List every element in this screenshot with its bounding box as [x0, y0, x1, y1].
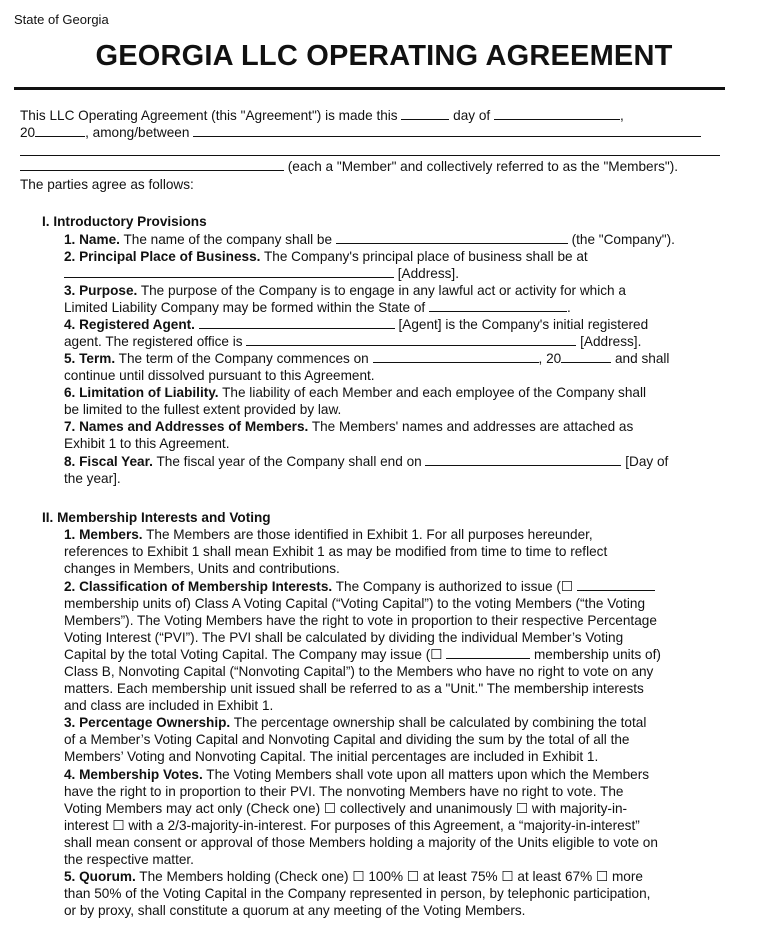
agent-blank[interactable]: [199, 316, 395, 329]
fiscal-year-blank[interactable]: [425, 453, 621, 466]
state-label: State of Georgia: [14, 12, 109, 27]
intro-line-1: This LLC Operating Agreement (this "Agreement") is made this day of ,: [20, 108, 624, 123]
document-title: GEORGIA LLC OPERATING AGREEMENT: [95, 40, 673, 72]
quorum-options[interactable]: The Members holding (Check one) ☐ 100% ☐ at least 75% ☐ at least 67% ☐ more: [139, 869, 643, 884]
year-blank[interactable]: [35, 124, 85, 137]
class-b-units-blank[interactable]: [446, 646, 530, 659]
clause-name: 1. Name. The name of the company shall be (the "Company").: [64, 232, 675, 247]
clause-registered-agent: 4. Registered Agent. [Agent] is the Company's initial registered: [64, 317, 649, 332]
clause-percentage-ownership: 3. Percentage Ownership. The percentage ownership shall be calculated by combining the total: [64, 715, 647, 730]
parties-blank-2[interactable]: [20, 158, 284, 171]
intro-line-4: The parties agree as follows:: [20, 177, 194, 192]
intro-line-3: (each a "Member" and collectively referred to as the "Members").: [20, 158, 678, 175]
clause-classification: 2. Classification of Membership Interests. The Company is authorized to issue (☐: [64, 578, 655, 595]
class-a-units-blank[interactable]: [577, 578, 655, 591]
registered-office-blank[interactable]: [246, 333, 576, 346]
parties-blank[interactable]: [193, 124, 701, 137]
clause-purpose: 3. Purpose. The purpose of the Company is to engage in any lawful act or activity for which a: [64, 283, 626, 298]
term-start-blank[interactable]: [373, 350, 539, 363]
section-1-heading: I. Introductory Provisions: [42, 214, 207, 229]
clause-member-names: 7. Names and Addresses of Members. The Members' names and addresses are attached as: [64, 419, 634, 434]
clause-principal-place: 2. Principal Place of Business. The Company's principal place of business shall be at: [64, 249, 588, 264]
month-blank[interactable]: [494, 107, 620, 120]
term-year-blank[interactable]: [561, 350, 611, 363]
parties-blank-line[interactable]: [20, 155, 720, 156]
company-name-blank[interactable]: [336, 231, 568, 244]
clause-members: 1. Members. The Members are those identified in Exhibit 1. For all purposes hereunder,: [64, 527, 593, 542]
intro-line-2: 20 , among/between: [20, 124, 701, 141]
state-blank[interactable]: [429, 299, 567, 312]
clause-fiscal-year: 8. Fiscal Year. The fiscal year of the Company shall end on [Day of: [64, 454, 669, 469]
clause-quorum[interactable]: 5. Quorum. The Members holding (Check one) ☐ 100% ☐ at least 75% ☐ at least 67% ☐ more: [64, 869, 643, 884]
voting-options[interactable]: Voting Members may act only (Check one) ☐ collectively and unanimously ☐ with majority-in-: [64, 801, 628, 816]
document-page: State of Georgia GEORGIA LLC OPERATING AGREEMENT This LLC Operating Agreement (this "Agreement") is made this day of , 20 , among/between (each a "Member" and collectively referred to as the "Members"). The parties agree as follows: I. Introductory Provisions 1. Name. The name of the company shall be (the "Company"). 2. Principal Place of Business. The Company's principal place of business shall be at [Address]. 3. Purpose. The purpose of the Company is to engage in any lawful act or activity for which a Limited Liability Company may be formed within the State of . 4. Registered Agent. [Agent] is the Company's initial registered agent. The registered office is [Address]. 5. Term. The term of the Company commences on , 20 and shall continue until dissolved pursuant to this Agreement. 6. Limitation of Liability. The liability of each Member and each employee of the Company shall be limited to the fullest extent provided by law. 7. Names and Addresses of Members. The Members' names and addresses are attached as Exhibit 1 to this Agreement. 8. Fiscal Year. The fiscal year of the Company shall end on [Day of the year]. II. Membership Interests and Voting 1. Members. The Members are those identified in Exhibit 1. For all purposes hereunder, references to Exhibit 1 shall mean Exhibit 1 as may be modified from time to time to reflect changes in Members, Units and contributions. 2. Classification of Membership Interests. The Company is authorized to issue (☐ membership units of) Class A Voting Capital (“Voting Capital”) to the voting Members (“the Voting Members”). The Voting Members have the right to vote in proportion to their respective Percentage Voting Interest (“PVI”). The PVI shall be calculated by dividing the individual Member’s Voting Capital by the total Voting Capital. The Company may issue (☐ membership units of) Class B, Nonvoting Capital (“Nonvoting Capital”) to the Members who have no right to vote on any matters. Each membership unit issued shall be referred to as a "Unit." The membership interests and class are included in Exhibit 1. 3. Percentage Ownership. The percentage ownership shall be calculated by combining the total of a Member’s Voting Capital and Nonvoting Capital and dividing the sum by the total of all the Members’ Voting and Nonvoting Capital. The initial percentages are included in Exhibit 1. 4. Membership Votes. The Voting Members shall vote upon all matters upon which the Members have the right to in proportion to their PVI. The nonvoting Members have no right to vote. The Voting Members may act only (Check one) ☐ collectively and unanimously ☐ with majority-in- interest ☐ with a 2/3-majority-in-interest. For purposes of this Agreement, a “majority-in-interest” shall mean consent or approval of those Members holding a majority of the Units eligible to vote on the respective matter. 5. Quorum. The Members holding (Check one) ☐ 100% ☐ at least 75% ☐ at least 67% ☐ more than 50% of the Voting Capital in the Company represented in person, by telephonic participation, or by proxy, shall constitute a quorum at any meeting of the Voting Members.: [0, 0, 768, 949]
principal-address-blank[interactable]: [64, 265, 394, 278]
clause-liability: 6. Limitation of Liability. The liability of each Member and each employee of the Company shall: [64, 385, 647, 400]
section-2-heading: II. Membership Interests and Voting: [42, 510, 271, 525]
clause-term: 5. Term. The term of the Company commences on , 20 and shall: [64, 351, 670, 366]
clause-membership-votes: 4. Membership Votes. The Voting Members shall vote upon all matters upon which the Members: [64, 767, 650, 782]
day-blank[interactable]: [401, 107, 449, 120]
title-divider: [14, 87, 725, 90]
